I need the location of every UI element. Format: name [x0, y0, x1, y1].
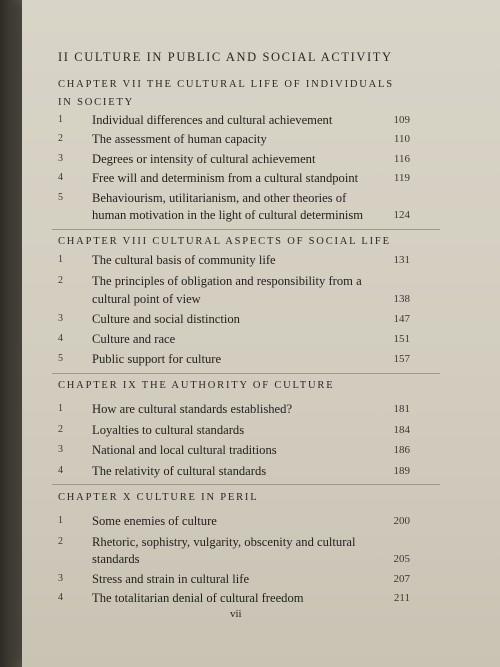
- entry-number: 1: [58, 114, 63, 125]
- entry-title: The principles of obligation and responsibility from a: [92, 274, 362, 288]
- entry-page: 147: [393, 313, 410, 325]
- entry-page: 131: [393, 254, 410, 266]
- entry-page: 189: [393, 465, 410, 477]
- page-number: vii: [230, 608, 242, 620]
- toc-entry: [58, 533, 410, 569]
- entry-title: Culture and social distinction: [92, 312, 240, 326]
- chapter-heading: CHAPTER VIII CULTURAL ASPECTS OF SOCIAL LIFE: [58, 236, 391, 247]
- entry-title: Stress and strain in cultural life: [92, 572, 250, 586]
- entry-title: How are cultural standards established?: [92, 402, 293, 416]
- entry-page: 184: [393, 424, 410, 436]
- entry-page: 151: [393, 333, 410, 345]
- entry-page: 211: [393, 592, 410, 604]
- entry-page: 205: [393, 553, 410, 565]
- entry-page: 200: [393, 515, 410, 527]
- entry-number: 4: [58, 172, 63, 183]
- entry-title: The relativity of cultural standards: [92, 464, 267, 478]
- entry-number: 1: [58, 515, 63, 526]
- entry-page: 138: [393, 293, 410, 305]
- entry-title: The assessment of human capacity: [92, 132, 267, 146]
- entry-title: Free will and determinism from a cultural standpoint: [92, 171, 359, 185]
- section-divider: [52, 484, 440, 485]
- entry-title-continued: cultural point of view: [92, 292, 201, 306]
- entry-page: 116: [393, 153, 410, 165]
- entry-page: 181: [393, 403, 410, 415]
- toc-entry: [58, 189, 410, 225]
- entry-title: Public support for culture: [92, 352, 222, 366]
- entry-title: Rhetoric, sophistry, vulgarity, obscenity and cultural: [92, 535, 356, 549]
- entry-page: 157: [393, 353, 410, 365]
- entry-number: 5: [58, 353, 63, 364]
- entry-page: 207: [393, 573, 410, 585]
- entry-title: Some enemies of culture: [92, 514, 217, 528]
- entry-number: 2: [58, 133, 63, 144]
- entry-page: 110: [393, 133, 410, 145]
- entry-title: Culture and race: [92, 332, 176, 346]
- entry-number: 1: [58, 403, 63, 414]
- entry-number: 3: [58, 444, 63, 455]
- entry-number: 3: [58, 573, 63, 584]
- chapter-heading: CHAPTER IX THE AUTHORITY OF CULTURE: [58, 380, 335, 391]
- chapter-heading: CHAPTER X CULTURE IN PERIL: [58, 492, 259, 503]
- entry-number: 2: [58, 536, 63, 547]
- section-divider: [52, 373, 440, 374]
- entry-title: The totalitarian denial of cultural freedom: [92, 591, 304, 605]
- entry-number: 2: [58, 275, 63, 286]
- entry-number: 4: [58, 333, 63, 344]
- entry-title-continued: standards: [92, 552, 140, 566]
- entry-number: 1: [58, 254, 63, 265]
- entry-title: National and local cultural traditions: [92, 443, 277, 457]
- entry-page: 186: [393, 444, 410, 456]
- chapter-heading: CHAPTER VII THE CULTURAL LIFE OF INDIVIDUALS: [58, 79, 394, 90]
- entry-title: The cultural basis of community life: [92, 253, 276, 267]
- entry-number: 3: [58, 153, 63, 164]
- entry-number: 3: [58, 313, 63, 324]
- entry-title: Loyalties to cultural standards: [92, 423, 245, 437]
- entry-number: 5: [58, 192, 63, 203]
- entry-page: 124: [393, 209, 410, 221]
- entry-title-continued: human motivation in the light of cultural determinism: [92, 208, 364, 222]
- toc-entry: [58, 272, 410, 308]
- part-title: II CULTURE IN PUBLIC AND SOCIAL ACTIVITY: [58, 50, 393, 64]
- entry-title: Individual differences and cultural achievement: [92, 113, 333, 127]
- entry-number: 2: [58, 424, 63, 435]
- entry-page: 119: [393, 172, 410, 184]
- entry-title: Degrees or intensity of cultural achievement: [92, 152, 316, 166]
- entry-number: 4: [58, 465, 63, 476]
- section-divider: [52, 229, 440, 230]
- entry-page: 109: [393, 114, 410, 126]
- chapter-heading-continued: IN SOCIETY: [58, 97, 135, 108]
- adjacent-page-edge: [0, 0, 24, 667]
- entry-number: 4: [58, 592, 63, 603]
- entry-title: Behaviourism, utilitarianism, and other theories of: [92, 191, 347, 205]
